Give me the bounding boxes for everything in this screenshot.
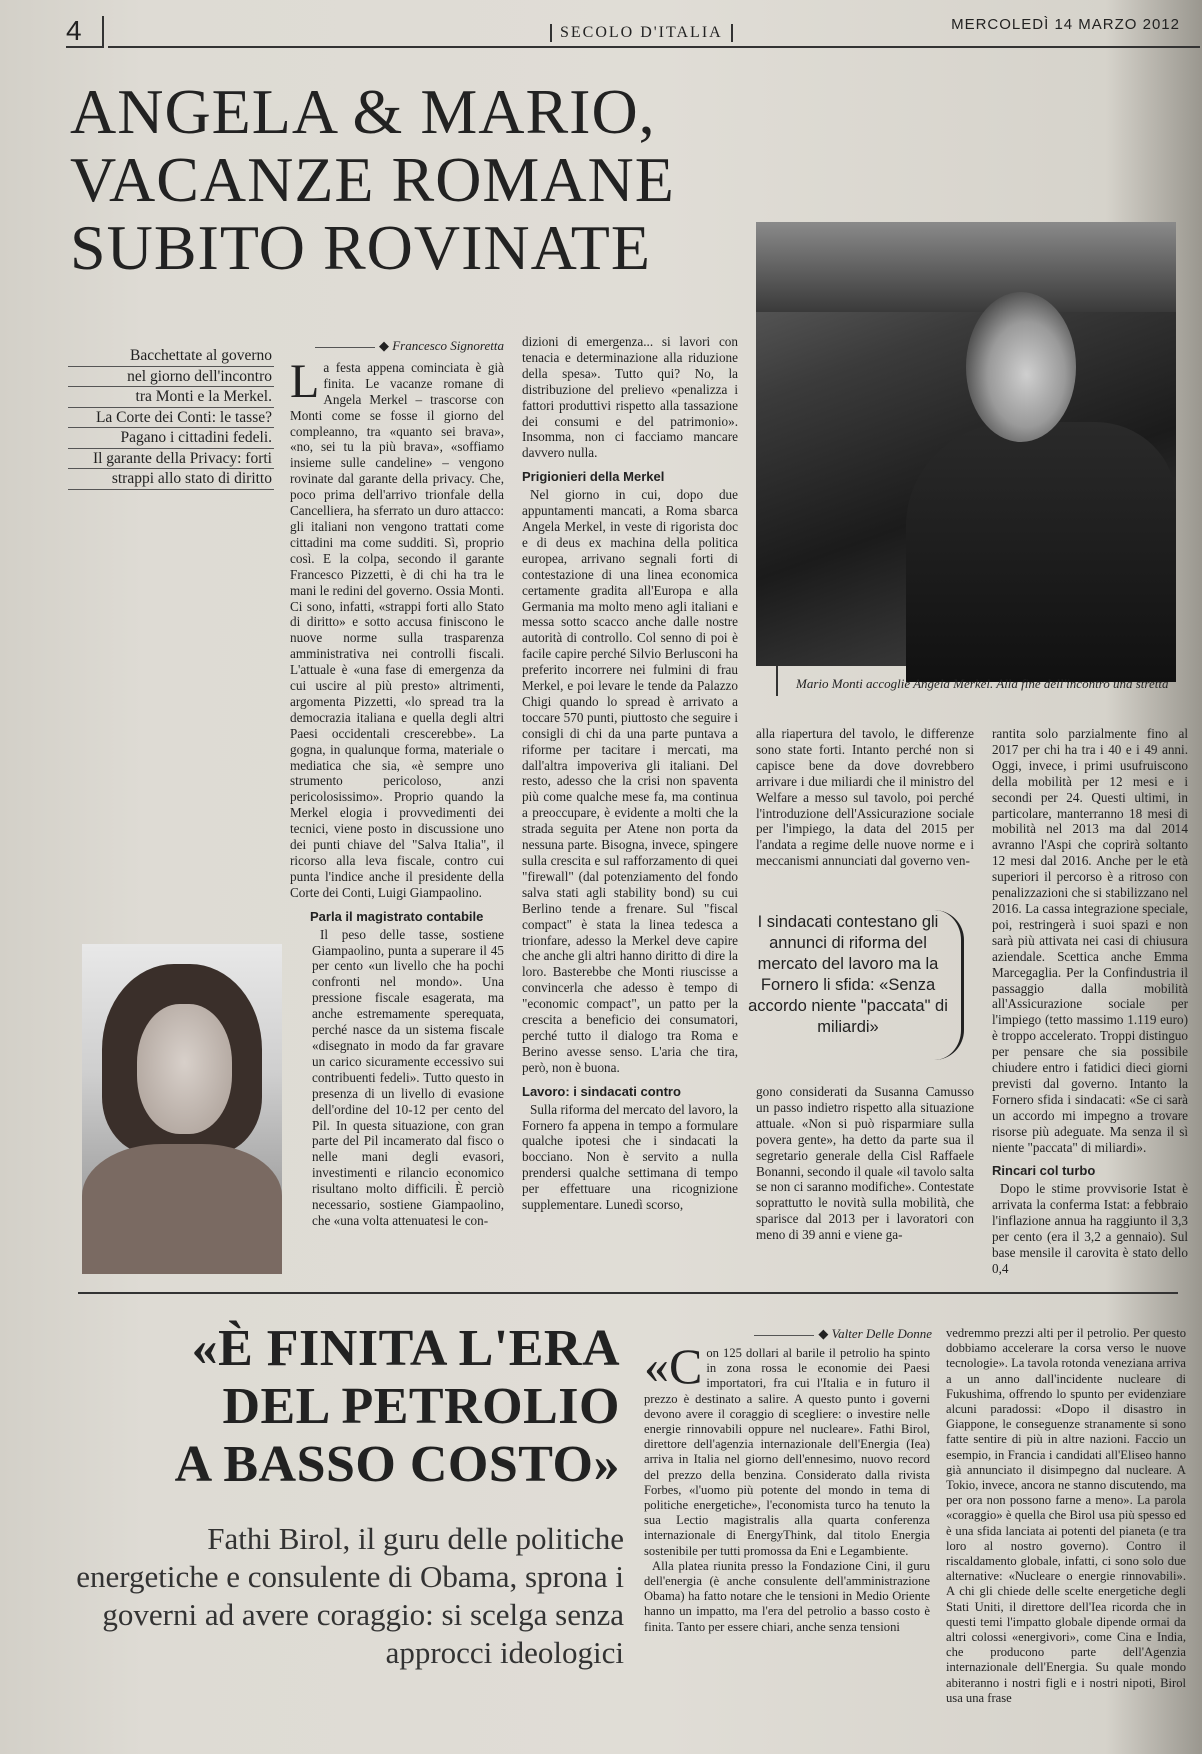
headline-line: «È FINITA L'ERA	[191, 1320, 620, 1377]
deck-line: La Corte dei Conti: le tasse?	[68, 408, 274, 429]
subheading: Prigionieri della Merkel	[522, 469, 665, 485]
article2-byline: ◆ Valter Delle Donne	[644, 1326, 932, 1342]
article-column-1	[290, 338, 504, 1266]
masthead: SECOLO D'ITALIA	[550, 24, 733, 42]
headline-line: ANGELA & MARIO,	[70, 76, 656, 147]
photo-shape	[137, 1004, 232, 1134]
headline-line: A BASSO COSTO»	[174, 1436, 620, 1493]
main-photo	[756, 222, 1176, 666]
article2-column-1	[644, 1338, 930, 1746]
photo-shape	[966, 292, 1076, 442]
deck-line: Pagano i cittadini fedeli.	[68, 428, 274, 449]
body-paragraph: Nel giorno in cui, dopo due appuntamenti mancati, a Roma sbarca Angela Merkel, in veste di rigorista doc e di deus ex machina della politica europea, arrivano segnali forti di contestazione di una linea economica certamente gradita all'Europa e alla Germania ma molto meno agli italiani e messa sotto scacco anche dalle nostre autorità di controllo. Col senno di poi è facile capire perché Silvio Berlusconi ha preferito incorrere nei fulmini di frau Merkel, e poi levare le tende da Palazzo Chigi quando lo spread è arrivato a toccare 570 punti, piuttosto che seguire i consigli di chi da una parte puntava a riforme per tacitare i mercati, ma dall'altra impoveriva gli italiani. Del resto, adesso che la crisi non spaventa più come qualche mese fa, ma continua a preoccupare, è evidente a molti che la strada seguita per Atene non porta da nessuna parte. Bisogna, invece, spingere sulla crescita e sul rafforzamento di quei "firewall" (dal potenziamento del fondo salva stati agli stability bond) su cui Berlino tende a frenare. Sul "fiscal compact" è stata la linea tedesca a trionfare, adesso la Merkel deve capire che anche gli altri hanno diritto di dire la loro. Basterebbe che Monti riuscisse a convincerla che adesso è tempo di "economic compact", un patto per la crescita a beneficio dei consumatori, perché tutto il dialogo tra Roma e Berino avesse senso. L'aria che tira, però, non è buona.	[522, 487, 738, 1075]
subheading: Lavoro: i sindacati contro	[522, 1083, 681, 1099]
body-paragraph: vedremmo prezzi alti per il petrolio. Per questo dobbiamo accelerare la corsa verso le nuove tecnologie». La tavola rotonda veneziana arriva a un anno dall'incidente nucleare di Fukushima, offrendo lo spunto per evidenziare alcuni paradossi: «Dopo il disastro in Giappone, le conseguenze stranamente si sono fatte sentire di più in altre nazioni. Faccio un esempio, in Francia i candidati all'Eliseo hanno già annunciato il disimpegno dal nucleare. A Tokio, invece, ancora ne stanno discutendo, ma per ora non possono farne a meno». La parola «coraggio» è quella che Birol usa più spesso ed è una sfida lanciata ai potenti del pianeta (e tra loro al nostro governo). Contro il riscaldamento globale, infatti, ci sono solo due alternative: «Nucleare o energie rinnovabili». A chi gli chiede delle scelte energetiche degli Stati Uniti, il direttore dell'Iea ricorda che in questi temi l'impatto globale dipende ormai da altri colossi «energivori», come Cina e India, che producono parte dell'Agenzia internazionale dell'Energia. Su quale mondo abiteranno i nostri figli e i nostri nipoti, Birol usa una frase	[946, 1326, 1186, 1705]
photo-shape	[906, 422, 1176, 682]
headline-line: DEL PETROLIO	[222, 1378, 620, 1435]
article2-deck: Fathi Birol, il guru delle politiche energetiche e consulente di Obama, sprona i governi ad avere coraggio: si scelga senza approcci ideologici	[76, 1521, 624, 1670]
deck-line: Bacchettate al governo	[68, 346, 274, 367]
article-column-4	[992, 726, 1188, 1276]
body-paragraph: gono considerati da Susanna Camusso un passo indietro rispetto alla situazione attuale. «Non si può risparmiare sulla povera gente», ha detto da parte sua il segretario generale della Cisl Raffaele Bonanni, secondo il quale «il tavolo salta se non ci saranno modifiche». Contestate soprattutto le novità sulla mobilità, che sparisce dal 2013 per i lavoratori con meno di 39 anni e viene ga-	[756, 1084, 974, 1243]
photo-caption: Mario Monti accoglie Angela Merkel. Alla fine dell'incontro una stretta	[796, 676, 1169, 691]
body-paragraph: on 125 dollari al barile il petrolio ha spinto in zona rossa le economie dei Paesi importatori, fra cui l'Italia e in futuro il prezzo è destinato a salire. A questo punto i governi devono avere il coraggio di scegliere: o investire nelle energie rinnovabili oppure nel nucleare». Fathi Birol, direttore dell'agenzia internazionale dell'Energia (Iea) arriva in Italia nel giorno dell'ennesimo, nuovo record del prezzo della benzina. Considerato dalla rivista Forbes, «l'uomo più potente del mondo in tema di politiche energetiche», l'economista turco ha tenuto la sua Lectio magistralis alla quarta conferenza internazionale di EnergyThink, dal titolo Energia sostenibile per tutti promossa da Eni e Legambiente.	[644, 1346, 930, 1558]
body-paragraph: Dopo le stime provvisorie Istat è arrivata la conferma Istat: a febbraio l'inflazione annua ha raggiunto il 3,3 per cento (era il 3,2 a gennaio). Sul base mensile il carovita è stato dello 0,4	[992, 1181, 1188, 1276]
deck-line: strappi allo stato di diritto	[68, 469, 274, 490]
article-column-3-continued	[756, 1084, 974, 1266]
headline-line: VACANZE ROMANE	[70, 144, 675, 215]
body-paragraph: Il peso delle tasse, sostiene Giampaolino, punta a superare il 45 per cento «un livello che ha pochi confronti nel mondo». Una pressione fiscale esagerata, ma anche estremamente sperequata, perché nasce da un sistema fiscale «disegnato in modo da far gravare un carico sicuramente eccessivo sui contribuenti fedeli». Tutto questo in presenza di un livello di evasione dell'ordine del 10-12 per cento del Pil. In questa situazione, con gran parte del Pil incamerato dal fisco o nelle mani degli evasori, investimenti e rilancio economico risultano molto difficili. È perciò necessario, sostiene Giampaolino, che «una volta attenuatesi le con-	[312, 926, 504, 1228]
deck-line: Il garante della Privacy: forti	[68, 449, 274, 470]
subheading: Rincari col turbo	[992, 1163, 1096, 1179]
deck-line: nel giorno dell'incontro	[68, 367, 274, 388]
article2-column-2	[946, 1326, 1186, 1746]
byline-author: Valter Delle Donne	[831, 1326, 932, 1341]
subheading: Parla il magistrato contabile	[310, 908, 484, 924]
byline-author: Francesco Signoretta	[392, 338, 504, 353]
byline-rule	[315, 347, 375, 348]
inset-photo	[82, 944, 282, 1264]
photo-shape	[82, 1144, 282, 1274]
body-paragraph: rantita solo parzialmente fino al 2017 per chi ha tra i 40 e i 49 anni. Oggi, invece, i primi usufruiscono della mobilità per 12 mesi e i secondi per 24. Questi ultimi, in particolare, manterranno 18 mesi di mobilità nel 2013 ma dal 2014 avranno l'Aspi che coprirà soltanto 12 mesi dal 2016. Anche per le età superiori il percorso è a ritroso con penalizzazioni che si stabilizzano nel 2016. La cassa integrazione speciale, poi, restringerà i suoi spazi e non sarà più attivata nei casi di chiusura aziendale. Scettica anche Emma Marcegaglia. Per la Confindustria il passaggio dalla mobilità all'Assicurazione sociale per l'impiego (tetto massimo 1.119 euro) è troppo accelerato. Troppi distinguo per pensare che sia possibile chiudere entro i fatidici dieci giorni previsti dal governo. Intanto la Fornero sfida i sindacati: «Se ci sarà un accordo mi impegno a trovare risorse più adeguate. Ma senza il sì niente "paccata" di miliardi».	[992, 726, 1188, 1155]
body-paragraph: dizioni di emergenza... si lavori con tenacia e determinazione alla riduzione della spesa». Tutto qui? No, la distribuzione del prelievo «penalizza i fattori produttivi rispetto alla tassazione dei consumi e del patrimonio». Insomma, non ci facciamo mancare davvero nulla.	[522, 334, 738, 461]
article-column-3	[756, 726, 974, 904]
byline: ◆ Francesco Signoretta	[290, 338, 504, 360]
pull-quote: I sindacati contestano gli annunci di riforma del mercato del lavoro ma la Fornero li sfida: «Senza accordo niente "paccata" di miliardi»	[748, 913, 948, 1036]
body-paragraph: Sulla riforma del mercato del lavoro, la Fornero fa appena in tempo a formulare qualche ipotesi che i sindacati la bocciano. Non è servito a nulla prendersi qualche settimana di tempo per effettuare una ricognizione supplementare. Lunedì scorso,	[522, 1101, 738, 1213]
body-paragraph: alla riapertura del tavolo, le differenze sono state forti. Intanto perché non si capisce bene da dove dovrebbero arrivare i due miliardi che il ministro del Welfare a messo sul tavolo, poi perché l'introduzione dell'Assicurazione sociale per l'impiego, la data del 2015 per l'andata a regime delle nuove norme e i meccanismi annunciati dal governo ven-	[756, 726, 974, 869]
article-column-2	[522, 334, 738, 1266]
deck-line: tra Monti e la Merkel.	[68, 387, 274, 408]
header-rule	[108, 46, 1200, 48]
page-header	[60, 10, 1200, 50]
article-headline	[70, 78, 770, 282]
photo-shape	[756, 222, 1176, 312]
article2-headline	[110, 1320, 620, 1494]
headline-line: SUBITO ROVINATE	[70, 212, 651, 283]
body-paragraph: Alla platea riunita presso la Fondazione Cini, il guru dell'energia (è anche consulente dell'amministrazione Obama) ha fatto notare che le tensioni in Medio Oriente hanno un impatto, ma l'era del petrolio a basso costo è finita. Tanto per essere chiari, anche senza tensioni	[644, 1558, 930, 1634]
page-number: 4	[66, 16, 104, 48]
caption-rule	[776, 666, 778, 696]
body-paragraph: a festa appena cominciata è già finita. Le vacanze romane di Angela Merkel – trascorse con Monti come se fosse il giorno del compleanno, tra «quanto sei brava», «no, sei tu la più brava», «soffiamo insieme sulle candeline» – vengono rovinate dal garante della privacy. Che, poco prima dell'arrivo trionfale della Cancelliera, ha sferrato un duro attacco: gli italiani non vengono trattati come cittadini ma come sudditi. Sì, proprio così. E la colpa, secondo il garante Francesco Pizzetti, è di chi ha tra le mani le redini del governo. Ossia Monti. Ci sono, infatti, «strappi forti allo Stato di diritto» e sotto accusa finiscono le nuove norme sulla trasparenza amministrativa nei controlli fiscali. L'attuale è «una fase di emergenza da cui uscire al più presto» altrimenti, argomenta Pizzetti, «lo spread tra la democrazia italiana e quella degli altri Paesi occidentali crescerebbe». La gogna, in qualunque forma, materiale o mediatica che sia, «è sempre uno strumento pericoloso, anzi pericolosissimo». Proprio quando la Merkel elogia i provvedimenti dei tecnici, viene posto in discussione uno dei punti chiave del "Salva Italia", il ricorso alla leva fiscale, contro cui punta l'indice anche il presidente della Corte dei Conti, Luigi Giampaolino.	[290, 359, 504, 900]
article-deck	[68, 346, 274, 490]
quote-drop-cap: «C	[644, 1338, 703, 1394]
issue-date: MERCOLEDÌ 14 MARZO 2012	[951, 16, 1180, 33]
section-divider	[78, 1292, 1178, 1294]
drop-cap: L	[290, 354, 320, 408]
byline-rule	[754, 1335, 814, 1336]
